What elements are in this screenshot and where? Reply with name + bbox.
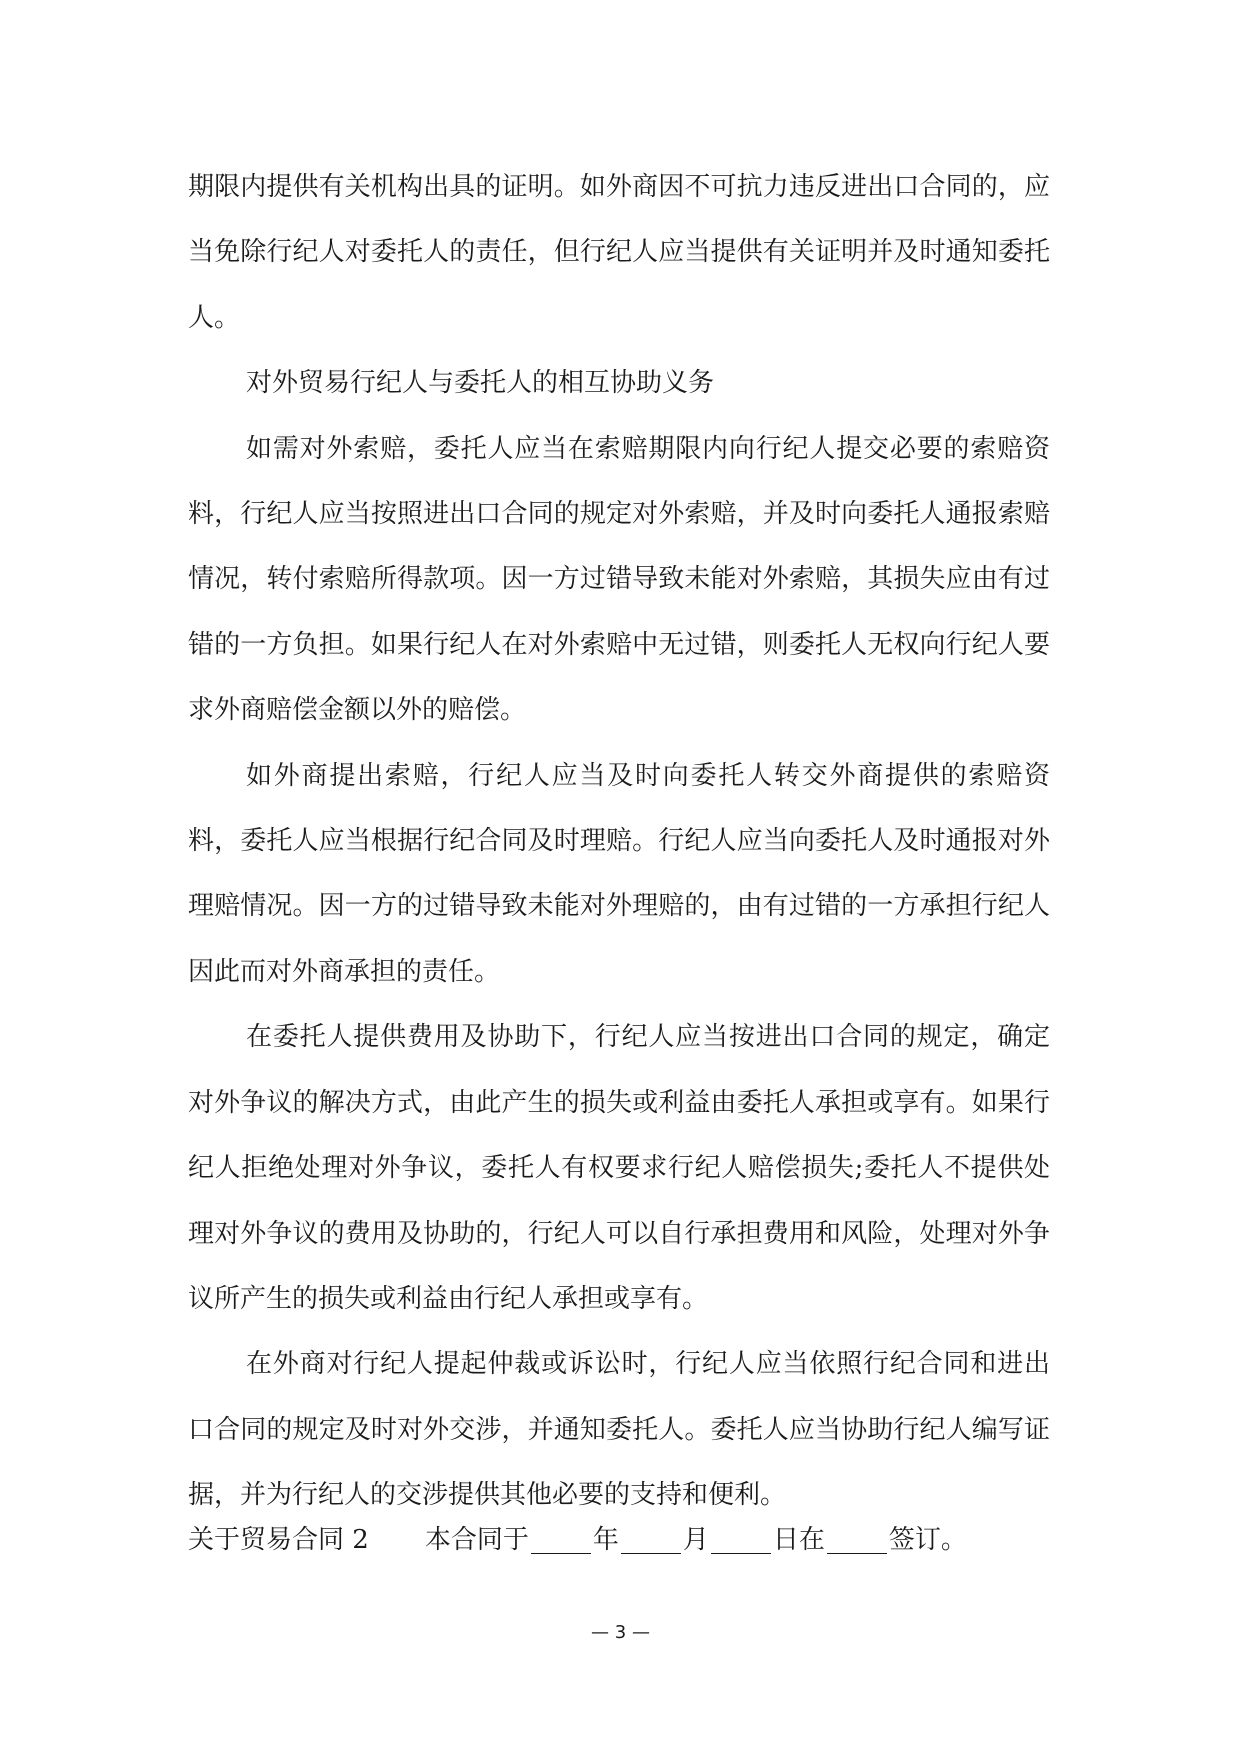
body-text: [188, 155, 1050, 1529]
year-label: 年: [592, 1525, 619, 1555]
contract-heading: 关于贸易合同 2: [188, 1525, 369, 1555]
month-blank: [621, 1527, 681, 1554]
paragraph-5: 在委托人提供费用及协助下，行纪人应当按进出口合同的规定，确定对外争议的解决方式，由此产生的损失或利益由委托人承担或享有。如果行纪人拒绝处理对外争议，委托人有权要求行纪人赔偿损失;委托人不提供处理对外争议的费用及协助的，行纪人可以自行承担费用和风险，处理对外争议所产生的损失或利益由行纪人承担或享有。: [188, 1022, 1050, 1314]
paragraph-1: 期限内提供有关机构出具的证明。如外商因不可抗力违反进出口合同的，应当免除行纪人对委托人的责任，但行纪人应当提供有关证明并及时通知委托人。: [188, 172, 1050, 333]
page-number: — 3 —: [591, 1622, 650, 1643]
month-label: 月: [682, 1525, 709, 1555]
day-label: 日在: [772, 1525, 825, 1555]
day-blank: [711, 1527, 771, 1554]
signing-line: [188, 1520, 1050, 1560]
paragraph-6: 在外商对行纪人提起仲裁或诉讼时，行纪人应当依照行纪合同和进出口合同的规定及时对外交涉，并通知委托人。委托人应当协助行纪人编写证据，并为行纪人的交涉提供其他必要的支持和便利。: [188, 1349, 1050, 1511]
signing-suffix: 签订。: [888, 1525, 967, 1555]
paragraph-4: 如外商提出索赔，行纪人应当及时向委托人转交外商提供的索赔资料，委托人应当根据行纪合同及时理赔。行纪人应当向委托人及时通报对外理赔情况。因一方的过错导致未能对外理赔的，由有过错的一方承担行纪人因此而对外商承担的责任。: [188, 760, 1050, 987]
paragraph-3: 如需对外索赔，委托人应当在索赔期限内向行纪人提交必要的索赔资料，行纪人应当按照进出口合同的规定对外索赔，并及时向委托人通报索赔情况，转付索赔所得款项。因一方过错导致未能对外索赔，其损失应由有过错的一方负担。如果行纪人在对外索赔中无过错，则委托人无权向行纪人要求外商赔偿金额以外的赔偿。: [188, 433, 1050, 726]
signing-prefix: 本合同于: [424, 1525, 529, 1555]
paragraph-2-heading: 对外贸易行纪人与委托人的相互协助义务: [246, 368, 715, 399]
year-blank: [531, 1527, 591, 1554]
place-blank: [827, 1527, 887, 1554]
